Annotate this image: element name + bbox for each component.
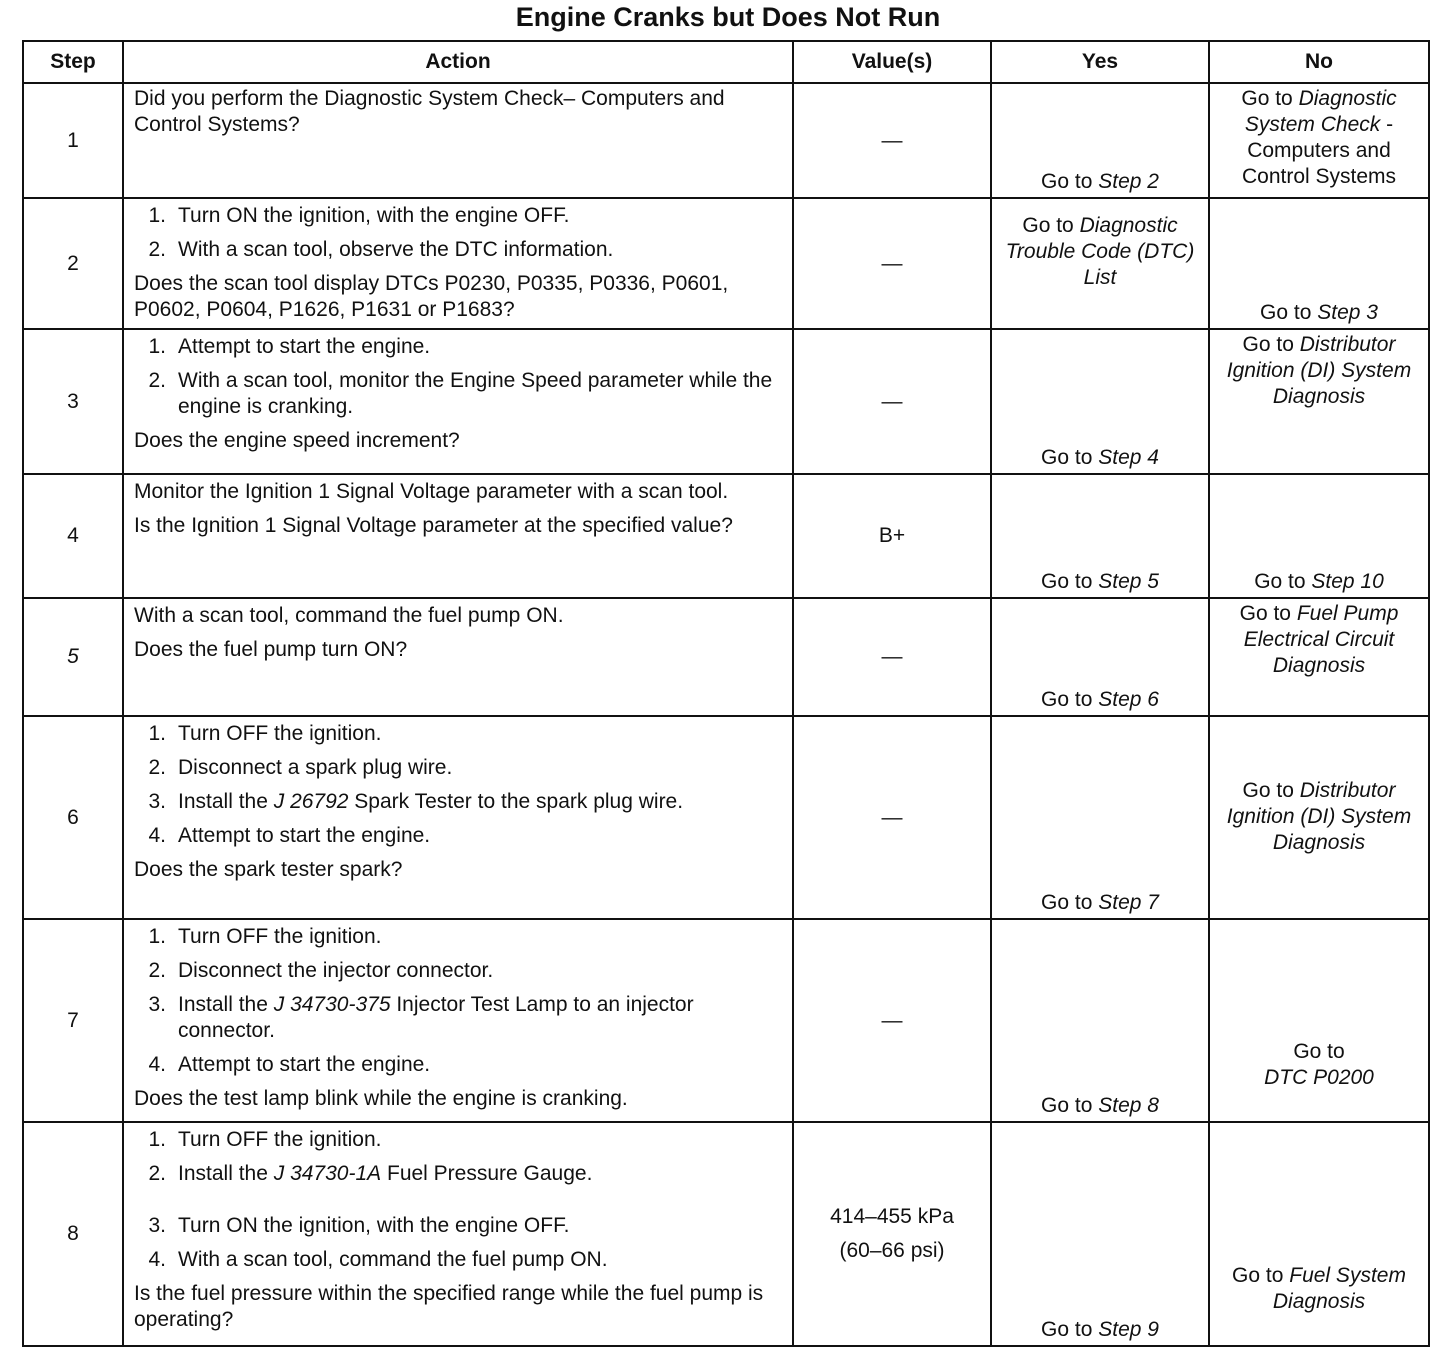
action-steps — [134, 334, 784, 420]
value-cell: — — [793, 198, 991, 329]
value-cell: — — [793, 919, 991, 1122]
value-kpa: 414–455 kPa — [830, 1205, 954, 1228]
yes-cell — [991, 919, 1209, 1122]
list-item: 2. With a scan tool, monitor the Engine Speed parameter while the engine is cranking. — [148, 369, 773, 418]
no-prefix: Go to — [1242, 778, 1300, 802]
no-cell — [1209, 83, 1429, 198]
page-title: Engine Cranks but Does Not Run — [515, 2, 941, 32]
no-cell — [1209, 198, 1429, 329]
action-question: Does the test lamp blink while the engine is cranking. — [134, 1087, 628, 1110]
yes-prefix: Go to — [1041, 891, 1099, 914]
yes-cell — [991, 1122, 1209, 1346]
no-suffix: - Computers and Control Systems — [1241, 113, 1397, 188]
tool-name: J 34730-1A — [273, 1162, 382, 1185]
yes-link[interactable]: Step 6 — [1098, 688, 1159, 711]
yes-link[interactable]: Step 8 — [1098, 1094, 1159, 1117]
no-cell — [1209, 598, 1429, 716]
action-cell — [123, 1122, 793, 1346]
action-question: Is the fuel pressure within the specified range while the fuel pump is operating? — [134, 1282, 764, 1331]
action-cell — [123, 329, 793, 474]
yes-prefix: Go to — [1041, 570, 1099, 593]
yes-prefix: Go to — [1041, 446, 1099, 469]
no-link[interactable]: Fuel System Diagnosis — [1272, 1264, 1406, 1313]
table-row — [23, 83, 1429, 198]
list-item: 2. Disconnect the injector connector. — [148, 959, 494, 982]
value-cell: — — [793, 329, 991, 474]
table-row — [23, 329, 1429, 474]
tool-name: J 34730-375 — [273, 993, 391, 1016]
list-item: 2. Install the J 34730-1A Fuel Pressure Gauge. — [148, 1162, 593, 1185]
yes-cell — [991, 474, 1209, 598]
no-link[interactable]: DTC P0200 — [1264, 1066, 1374, 1089]
step-number: 3 — [23, 329, 123, 474]
no-link[interactable]: Step 10 — [1311, 570, 1384, 593]
yes-prefix: Go to — [1041, 170, 1099, 193]
yes-cell — [991, 716, 1209, 919]
list-item: 2. Disconnect a spark plug wire. — [148, 756, 453, 779]
list-item: 1. Turn OFF the ignition. — [148, 925, 382, 948]
no-prefix: Go to — [1239, 602, 1297, 625]
table-row — [23, 919, 1429, 1122]
list-item: 1. Attempt to start the engine. — [148, 335, 431, 358]
no-prefix: Go to — [1254, 570, 1312, 593]
yes-cell — [991, 198, 1209, 329]
no-cell — [1209, 716, 1429, 919]
table-row — [23, 474, 1429, 598]
step-number: 8 — [23, 1122, 123, 1346]
step-number: 4 — [23, 474, 123, 598]
diagnostic-table — [22, 40, 1430, 1347]
step-number: 7 — [23, 919, 123, 1122]
value-cell: — — [793, 716, 991, 919]
table-row — [23, 598, 1429, 716]
list-item: 4. With a scan tool, command the fuel pump ON. — [148, 1248, 608, 1271]
action-question: Is the Ignition 1 Signal Voltage parameter at the specified value? — [134, 514, 733, 537]
yes-cell — [991, 83, 1209, 198]
yes-prefix: Go to — [1041, 688, 1099, 711]
action-question: Does the scan tool display DTCs P0230, P0335, P0336, P0601, P0602, P0604, P1626, P1631 or P1683? — [134, 272, 729, 321]
table-row — [23, 198, 1429, 329]
no-cell — [1209, 1122, 1429, 1346]
action-question: Does the engine speed increment? — [134, 429, 460, 452]
no-prefix: Go to — [1242, 333, 1300, 356]
list-item: 1. Turn OFF the ignition. — [148, 1128, 382, 1151]
step-number: 6 — [23, 716, 123, 919]
action-instruction: With a scan tool, command the fuel pump ON. — [134, 604, 564, 627]
action-steps — [134, 1127, 784, 1273]
yes-cell — [991, 329, 1209, 474]
list-item: 3. Turn ON the ignition, with the engine OFF. — [148, 1214, 570, 1237]
table-row — [23, 716, 1429, 919]
yes-cell — [991, 598, 1209, 716]
tool-name: J 26792 — [273, 790, 349, 813]
no-link[interactable]: Fuel Pump Electrical Circuit Diagnosis — [1243, 602, 1399, 677]
yes-link[interactable]: Step 7 — [1098, 891, 1159, 914]
action-cell — [123, 919, 793, 1122]
action-steps — [134, 924, 784, 1078]
no-link[interactable]: Distributor Ignition (DI) System Diagnosis — [1226, 778, 1412, 854]
header-step: Step — [23, 41, 123, 83]
list-item: 3. Install the J 26792 Spark Tester to the spark plug wire. — [148, 790, 684, 813]
value-cell: B+ — [793, 474, 991, 598]
no-prefix: Go to — [1260, 301, 1318, 324]
no-cell — [1209, 329, 1429, 474]
no-prefix: Go to — [1232, 1264, 1290, 1287]
step-number: 2 — [23, 198, 123, 329]
value-cell: — — [793, 83, 991, 198]
action-question: Does the spark tester spark? — [134, 858, 403, 881]
list-item: 3. Install the J 34730-375 Injector Test Lamp to an injector connector. — [148, 993, 694, 1042]
no-prefix: Go to — [1293, 1040, 1345, 1063]
action-cell — [123, 198, 793, 329]
action-cell — [123, 474, 793, 598]
yes-link[interactable]: Diagnostic Trouble Code (DTC) List — [1005, 214, 1195, 289]
yes-prefix: Go to — [1022, 214, 1080, 237]
list-item: 2. With a scan tool, observe the DTC information. — [148, 238, 614, 261]
step-number: 5 — [23, 598, 123, 716]
no-link[interactable]: Diagnostic System Check — [1244, 87, 1397, 136]
action-question: Does the fuel pump turn ON? — [134, 638, 408, 661]
list-item: 4. Attempt to start the engine. — [148, 1053, 431, 1076]
list-item: 1. Turn ON the ignition, with the engine OFF. — [148, 204, 570, 227]
no-cell — [1209, 919, 1429, 1122]
header-no: No — [1209, 41, 1429, 83]
action-instruction: Monitor the Ignition 1 Signal Voltage parameter with a scan tool. — [134, 480, 729, 503]
no-link[interactable]: Step 3 — [1317, 301, 1378, 324]
action-steps — [134, 721, 784, 849]
action-cell — [123, 716, 793, 919]
value-psi: (60–66 psi) — [839, 1239, 945, 1262]
header-values: Value(s) — [793, 41, 991, 83]
yes-link[interactable]: Step 5 — [1098, 570, 1159, 593]
action-question: Did you perform the Diagnostic System Check– Computers and Control Systems? — [134, 87, 725, 136]
no-link[interactable]: Distributor Ignition (DI) System Diagnosis — [1226, 333, 1412, 408]
no-cell — [1209, 474, 1429, 598]
list-item: 4. Attempt to start the engine. — [148, 824, 431, 847]
action-cell — [123, 598, 793, 716]
step-number: 1 — [23, 83, 123, 198]
yes-prefix: Go to — [1041, 1094, 1099, 1117]
yes-link[interactable]: Step 2 — [1098, 170, 1159, 193]
value-cell — [793, 1122, 991, 1346]
yes-link[interactable]: Step 9 — [1098, 1318, 1159, 1341]
header-row — [23, 41, 1429, 83]
header-yes: Yes — [991, 41, 1209, 83]
header-action: Action — [123, 41, 793, 83]
list-item: 1. Turn OFF the ignition. — [148, 722, 382, 745]
value-cell: — — [793, 598, 991, 716]
yes-prefix: Go to — [1041, 1318, 1099, 1341]
action-cell — [123, 83, 793, 198]
action-steps — [134, 203, 784, 263]
no-prefix: Go to — [1241, 87, 1299, 110]
yes-link[interactable]: Step 4 — [1098, 446, 1159, 469]
table-row — [23, 1122, 1429, 1346]
